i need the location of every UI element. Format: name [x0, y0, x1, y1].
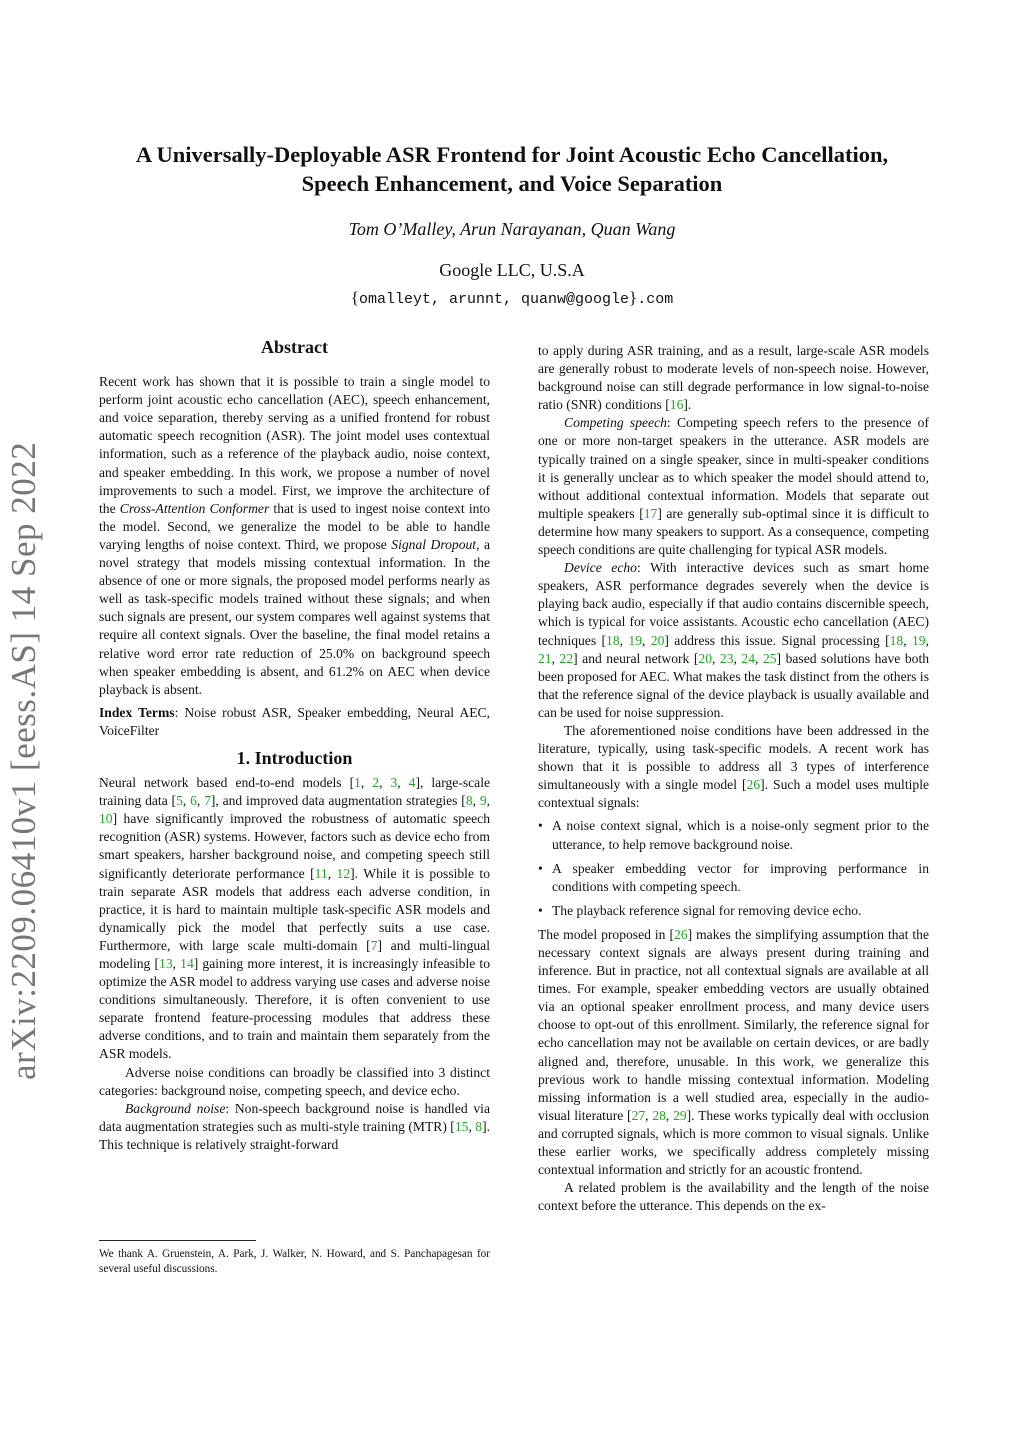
citation-link[interactable]: 9 — [479, 793, 487, 809]
citation-link[interactable]: 18 — [606, 632, 620, 648]
citation-link[interactable]: 24 — [741, 650, 756, 666]
intro-paragraph-2: Adverse noise conditions can broadly be classified into 3 distinct categories: background noise, competing speech, and device echo. — [99, 1064, 490, 1098]
citation-link[interactable]: 4 — [408, 775, 416, 791]
citation-link[interactable]: 17 — [643, 505, 658, 521]
footnote — [99, 1240, 490, 1276]
citation-link[interactable]: 11 — [314, 865, 328, 881]
bullet-icon: • — [538, 818, 543, 834]
citation-link[interactable]: 16 — [669, 397, 684, 413]
intro-paragraph-3: Background noise: Non-speech background noise is handled via data augmentation strategies such as multi-style training (MTR) [15, 8]. This technique is relatively straight-forward — [99, 1100, 490, 1152]
email-addresses — [60, 288, 964, 308]
citation-link[interactable]: 18 — [889, 632, 904, 648]
citation-link[interactable]: 8 — [475, 1118, 483, 1134]
footnote-rule — [99, 1240, 256, 1241]
arxiv-identifier: arXiv:2209.06410v1 [eess.AS] 14 Sep 2022 — [4, 441, 43, 1080]
citation-link[interactable]: 19 — [912, 632, 926, 648]
citation-link[interactable]: 28 — [652, 1107, 666, 1123]
title-line-1: A Universally-Deployable ASR Frontend for Joint Acoustic Echo Cancellation, — [135, 142, 889, 167]
citation-link[interactable]: 20 — [650, 632, 665, 648]
citation-link[interactable]: 23 — [719, 650, 734, 666]
citation-link[interactable]: 2 — [372, 775, 380, 791]
index-terms: Index Terms: Noise robust ASR, Speaker embedding, Neural AEC, VoiceFilter — [99, 704, 490, 738]
right-paragraph-6: A related problem is the availability and the length of the noise context before the utterance. This depends on the ex- — [538, 1180, 929, 1214]
competing-speech-paragraph: Competing speech: Competing speech refers to the presence of one or more non-target speakers in the utterance. ASR models are typically trained on a single speaker, since in multi-speaker conditions it is generally unclear as to which speaker the model should attend to, without additional contextual information. Models that separate out multiple speakers [17] are generally sub-optimal since it is difficult to determine how many speakers to support. As a consequence, competing speech conditions are quite challenging for typical ASR models. — [538, 415, 929, 558]
introduction-heading: 1. Introduction — [236, 747, 353, 768]
citation-link[interactable]: 8 — [465, 793, 473, 809]
right-paragraph-4: The aforementioned noise conditions have been addressed in the literature, typically, using task-specific models. A recent work has shown that it is possible to address all 3 types of interference simultaneously with a single model [26]. Such a model uses multiple contextual signals: — [538, 722, 929, 811]
citation-link[interactable]: 21 — [538, 650, 552, 666]
citation-link[interactable]: 5 — [176, 793, 183, 809]
bullet-icon: • — [538, 902, 543, 918]
citation-link[interactable]: 1 — [354, 775, 361, 791]
citation-link[interactable]: 3 — [390, 775, 398, 791]
citation-link[interactable]: 29 — [673, 1107, 687, 1123]
citation-link[interactable]: 22 — [559, 650, 574, 666]
right-column — [538, 342, 929, 1215]
list-item: • A noise context signal, which is a noise-only segment prior to the utterance, to help remove background noise. — [538, 818, 929, 852]
right-paragraph-5: The model proposed in [26] makes the simplifying assumption that the necessary context signals are always present during training and inference. But in practice, not all contextual signals are available at all times. For example, speaker embedding vectors are usually obtained via an optional speaker enrollment process, and many device users choose to opt-out of this enrollment. Similarly, the reference signal for echo cancellation may not be available on certain devices, or are badly aligned and, therefore, unusable. In this work, we generalize this previous work to handle missing contextual information. Modeling missing information is a well studied area, especially in the audio-visual literature [27, 28, 29]. These works typically deal with occlusion and corrupted signals, which is more common to visual signals. Unlike these earlier works, we specifically address completely missing contextual information and strictly for an acoustic frontend. — [538, 926, 930, 1178]
email-brace-close: } — [629, 288, 638, 307]
authors: Tom O’Malley, Arun Narayanan, Quan Wang — [348, 219, 676, 239]
paper-title — [60, 140, 964, 198]
bullet-icon: • — [538, 860, 543, 876]
email-names: omalleyt, arunnt, quanw@google — [358, 291, 630, 308]
abstract-text: Recent work has shown that it is possible to train a single model to perform joint acoustic echo cancellation (AEC), speech enhancement, and voice separation, thereby serving as a unified frontend for robust automatic speech recognition (ASR). The joint model uses contextual information, such as a reference of the playback audio, noise context, and speaker embedding. In this work, we propose a number of novel improvements to such a model. First, we improve the architecture of the Cross-Attention Conformer that is used to ingest noise context into the model. Second, we generalize the model to be able to handle varying lengths of noise context. Third, we propose Signal Dropout, a novel strategy that models missing contextual information. In the absence of one or more signals, the proposed model performs nearly as well as task-specific models trained without these signals; and when such signals are present, our system compares well against systems that require all context signals. Over the baseline, the final model retains a relative word error rate reduction of 25.0% on background speech when speaker embedding is absent, and 61.2% on AEC when device playback is absent. — [99, 374, 490, 697]
left-column — [99, 338, 490, 1154]
abstract-heading: Abstract — [261, 337, 328, 357]
citation-link[interactable]: 14 — [180, 956, 194, 971]
intro-paragraph-1: Neural network based end-to-end models [1, 2, 3, 4], large-scale training data [5, 6, 7], and improved data augmentation strategies [8, 9, 10] have significantly improved the robustness of automatic speech recognition (ASR) systems. However, factors such as device echo from smart speakers, harsher background noise, and competing speech still significantly deteriorate performance [11, 12]. While it is possible to train separate ASR models that address each adverse condition, in practice, it is hard to maintain multiple task-specific ASR models and dynamically pick the model that perfectly suits a use case. Furthermore, with large scale multi-domain [7] and multi-lingual modeling [13, 14] gaining more interest, it is increasingly infeasible to optimize the ASR model to address varying use cases and adverse noise conditions simultaneously. Therefore, it is often convenient to use separate frontend feature-processing modules that address these adverse conditions, and to train and maintain them separately from the ASR models. — [99, 775, 491, 1062]
citation-link[interactable]: 20 — [698, 650, 712, 666]
affiliation: Google LLC, U.S.A — [439, 260, 585, 280]
email-domain: .com — [637, 291, 674, 308]
citation-link[interactable]: 10 — [99, 811, 113, 827]
list-item: • A speaker embedding vector for improving performance in conditions with competing speech. — [538, 860, 929, 894]
citation-link[interactable]: 12 — [336, 865, 351, 881]
citation-link[interactable]: 15 — [454, 1118, 469, 1134]
citation-link[interactable]: 13 — [159, 956, 173, 971]
citation-link[interactable]: 27 — [631, 1107, 646, 1123]
list-item: • The playback reference signal for removing device echo. — [538, 902, 929, 920]
citation-link[interactable]: 7 — [204, 793, 211, 809]
citation-link[interactable]: 7 — [370, 937, 378, 953]
citation-link[interactable]: 19 — [628, 632, 643, 648]
citation-link[interactable]: 6 — [190, 793, 197, 809]
citation-link[interactable]: 25 — [762, 650, 777, 666]
context-signals-list — [538, 817, 929, 919]
footnote-text: We thank A. Gruenstein, A. Park, J. Walker, N. Howard, and S. Panchapagesan for several useful discussions. — [99, 1248, 490, 1275]
citation-link[interactable]: 26 — [746, 777, 761, 793]
title-line-2: Speech Enhancement, and Voice Separation — [301, 171, 723, 196]
right-paragraph-1: to apply during ASR training, and as a result, large-scale ASR models are generally robust to moderate levels of non-speech noise. However, background noise can still degrade performance in low signal-to-noise ratio (SNR) conditions [16]. — [538, 343, 929, 413]
citation-link[interactable]: 26 — [674, 926, 688, 942]
device-echo-paragraph: Device echo: With interactive devices such as smart home speakers, ASR performance degrades severely when the device is playing back audio, especially if that audio contains discernible speech, which is typical for voice assistants. Acoustic echo cancellation (AEC) techniques [18, 19, 20] address this issue. Signal processing [18, 19, 21, 22] and neural network [20, 23, 24, 25] based solutions have both been proposed for AEC. What makes the task distinct from the others is that the reference signal of the device playback is usually available and can be used for noise suppression. — [538, 560, 930, 720]
email-brace-open: { — [350, 288, 359, 307]
